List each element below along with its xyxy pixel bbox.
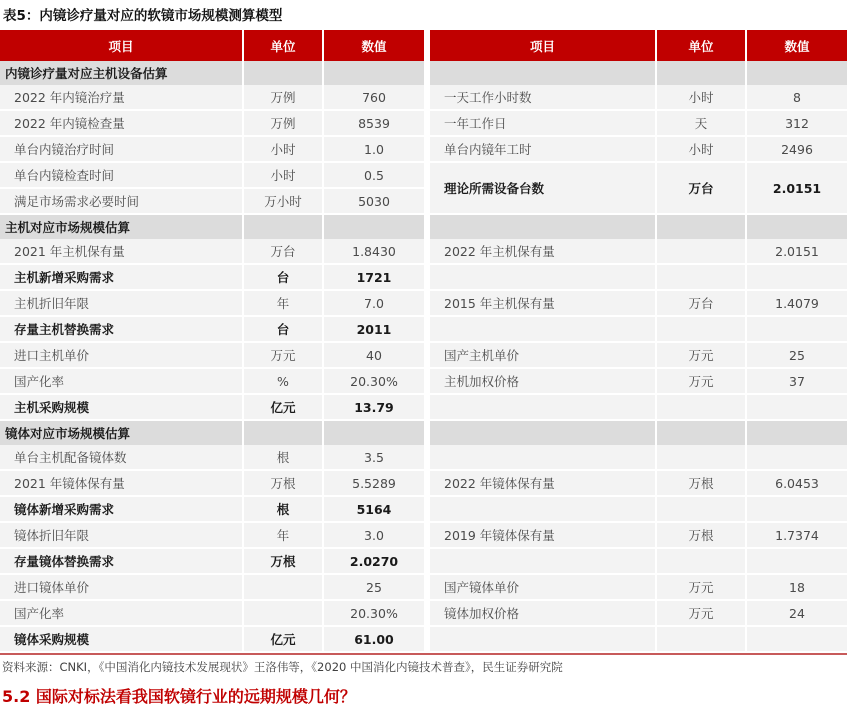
unit-cell: 万根 [655, 471, 745, 497]
table-row [0, 369, 424, 395]
section-band-cell [322, 421, 424, 445]
table-row [0, 497, 424, 523]
item-cell: 国产主机单价 [430, 343, 655, 369]
table-row [0, 85, 424, 111]
unit-cell [242, 601, 322, 627]
table-row [0, 111, 424, 137]
table-row [0, 239, 424, 265]
value-cell: 20.30% [322, 369, 424, 395]
table-row [0, 265, 424, 291]
item-cell: 2022 年镜体保有量 [430, 471, 655, 497]
unit-cell [655, 445, 745, 471]
item-cell: 镜体折旧年限 [0, 523, 242, 549]
column-header-item: 项目 [430, 30, 655, 61]
item-cell [430, 549, 655, 575]
value-cell: 8 [745, 85, 847, 111]
unit-cell: 万小时 [242, 189, 322, 215]
table-row [430, 445, 847, 471]
item-cell: 镜体新增采购需求 [0, 497, 242, 523]
column-header-value: 数值 [322, 30, 424, 61]
value-cell: 5.5289 [322, 471, 424, 497]
table-row [430, 497, 847, 523]
value-cell: 5030 [322, 189, 424, 215]
item-cell: 主机折旧年限 [0, 291, 242, 317]
item-cell [430, 395, 655, 421]
item-cell: 2015 年主机保有量 [430, 291, 655, 317]
table-row [430, 111, 847, 137]
section-band-cell [655, 215, 745, 239]
table-row [0, 523, 424, 549]
unit-cell: 万例 [242, 111, 322, 137]
table-row [430, 265, 847, 291]
value-cell: 3.0 [322, 523, 424, 549]
item-cell: 2022 年内镜治疗量 [0, 85, 242, 111]
section-band-cell [745, 61, 847, 85]
value-cell: 40 [322, 343, 424, 369]
value-cell: 6.0453 [745, 471, 847, 497]
value-cell: 37 [745, 369, 847, 395]
value-cell: 2011 [322, 317, 424, 343]
table-row [430, 85, 847, 111]
value-cell: 2.0151 [745, 163, 847, 215]
value-cell: 18 [745, 575, 847, 601]
table-row [0, 627, 424, 653]
value-cell: 760 [322, 85, 424, 111]
unit-cell: 万元 [242, 343, 322, 369]
value-cell: 24 [745, 601, 847, 627]
item-cell: 单台内镜治疗时间 [0, 137, 242, 163]
item-cell: 主机加权价格 [430, 369, 655, 395]
value-cell [745, 549, 847, 575]
unit-cell: 小时 [242, 137, 322, 163]
value-cell: 25 [745, 343, 847, 369]
section-band-cell [745, 215, 847, 239]
value-cell: 5164 [322, 497, 424, 523]
section-rows [0, 445, 855, 653]
table-row [0, 291, 424, 317]
band-right [430, 215, 847, 239]
band-left [0, 61, 424, 85]
unit-cell: 万例 [242, 85, 322, 111]
table-row [430, 627, 847, 653]
item-cell: 2021 年主机保有量 [0, 239, 242, 265]
unit-cell: 万台 [242, 239, 322, 265]
unit-cell: 根 [242, 497, 322, 523]
unit-cell: 万台 [655, 163, 745, 215]
item-cell: 国产化率 [0, 601, 242, 627]
band-left [0, 215, 424, 239]
value-cell: 61.00 [322, 627, 424, 653]
unit-cell: 万根 [242, 549, 322, 575]
value-cell: 1.4079 [745, 291, 847, 317]
item-cell: 2022 年主机保有量 [430, 239, 655, 265]
band-right [430, 421, 847, 445]
section-band-cell [655, 61, 745, 85]
item-cell [430, 445, 655, 471]
column-header-unit: 单位 [242, 30, 322, 61]
section-band [0, 421, 855, 445]
section-band-label: 主机对应市场规模估算 [0, 215, 242, 239]
item-cell: 2021 年镜体保有量 [0, 471, 242, 497]
column-header-unit: 单位 [655, 30, 745, 61]
value-cell: 13.79 [322, 395, 424, 421]
table-row [430, 163, 847, 215]
value-cell: 2.0151 [745, 239, 847, 265]
table-title: 表5：内镜诊疗量对应的软镜市场规模测算模型 [3, 8, 283, 24]
unit-cell [242, 575, 322, 601]
section-rows [0, 85, 855, 215]
unit-cell: 根 [242, 445, 322, 471]
next-section-heading: 5.2 国际对标法看我国软镜行业的远期规模几何？ [2, 687, 356, 706]
band-left [0, 421, 424, 445]
value-cell [745, 317, 847, 343]
item-cell: 2019 年镜体保有量 [430, 523, 655, 549]
header-left-half [0, 30, 424, 61]
unit-cell: 天 [655, 111, 745, 137]
unit-cell: 万根 [242, 471, 322, 497]
value-cell: 1.7374 [745, 523, 847, 549]
table-row [430, 317, 847, 343]
header-right-half [430, 30, 847, 61]
item-cell: 满足市场需求必要时间 [0, 189, 242, 215]
value-cell [745, 265, 847, 291]
item-cell: 一年工作日 [430, 111, 655, 137]
unit-cell [655, 239, 745, 265]
unit-cell: 小时 [242, 163, 322, 189]
table-row [0, 471, 424, 497]
section-band-cell [430, 421, 655, 445]
section-band-cell [242, 421, 322, 445]
section-band-cell [430, 61, 655, 85]
item-cell [430, 265, 655, 291]
table-row [0, 395, 424, 421]
section-left-half [0, 85, 424, 215]
value-cell: 25 [322, 575, 424, 601]
item-cell: 单台内镜年工时 [430, 137, 655, 163]
table-row [430, 239, 847, 265]
table-row [430, 523, 847, 549]
column-header-item: 项目 [0, 30, 242, 61]
unit-cell: 万元 [655, 601, 745, 627]
table-row [430, 471, 847, 497]
value-cell: 2.0270 [322, 549, 424, 575]
section-right-half [430, 85, 847, 215]
table-body [0, 61, 855, 653]
table-row [430, 549, 847, 575]
table-row [0, 601, 424, 627]
item-cell: 单台主机配备镜体数 [0, 445, 242, 471]
section-right-half [430, 239, 847, 421]
unit-cell: 万台 [655, 291, 745, 317]
unit-cell: 万元 [655, 343, 745, 369]
table-row [0, 317, 424, 343]
section-band-cell [242, 215, 322, 239]
unit-cell [655, 627, 745, 653]
table-row [430, 137, 847, 163]
item-cell: 国产镜体单价 [430, 575, 655, 601]
unit-cell [655, 395, 745, 421]
unit-cell: 万元 [655, 575, 745, 601]
unit-cell: 亿元 [242, 395, 322, 421]
section-band [0, 215, 855, 239]
section-band-label: 内镜诊疗量对应主机设备估算 [0, 61, 242, 85]
value-cell: 8539 [322, 111, 424, 137]
section-band-cell [655, 421, 745, 445]
unit-cell: % [242, 369, 322, 395]
value-cell: 20.30% [322, 601, 424, 627]
section-band-cell [242, 61, 322, 85]
item-cell: 存量镜体替换需求 [0, 549, 242, 575]
table-row [0, 549, 424, 575]
table-row [430, 343, 847, 369]
item-cell: 进口镜体单价 [0, 575, 242, 601]
table-row [0, 163, 424, 189]
value-cell: 1.0 [322, 137, 424, 163]
item-cell: 主机新增采购需求 [0, 265, 242, 291]
section-band-cell [745, 421, 847, 445]
unit-cell: 小时 [655, 137, 745, 163]
item-cell: 主机采购规模 [0, 395, 242, 421]
table-row [0, 137, 424, 163]
item-cell: 镜体采购规模 [0, 627, 242, 653]
value-cell: 2496 [745, 137, 847, 163]
section-right-half [430, 445, 847, 653]
item-cell [430, 317, 655, 343]
unit-cell: 台 [242, 317, 322, 343]
section-left-half [0, 239, 424, 421]
column-header-value: 数值 [745, 30, 847, 61]
section-band-cell [322, 215, 424, 239]
unit-cell [655, 497, 745, 523]
table-row [0, 343, 424, 369]
item-cell [430, 627, 655, 653]
item-cell: 进口主机单价 [0, 343, 242, 369]
unit-cell: 年 [242, 523, 322, 549]
unit-cell: 台 [242, 265, 322, 291]
value-cell: 1721 [322, 265, 424, 291]
item-cell: 一天工作小时数 [430, 85, 655, 111]
unit-cell: 亿元 [242, 627, 322, 653]
section-band-label: 镜体对应市场规模估算 [0, 421, 242, 445]
section-band-cell [322, 61, 424, 85]
item-cell: 镜体加权价格 [430, 601, 655, 627]
item-cell: 2022 年内镜检查量 [0, 111, 242, 137]
section-rows [0, 239, 855, 421]
table-header-row [0, 30, 855, 61]
table-row [430, 369, 847, 395]
item-cell: 存量主机替换需求 [0, 317, 242, 343]
table-row [0, 575, 424, 601]
item-cell [430, 497, 655, 523]
table-row [430, 601, 847, 627]
unit-cell [655, 317, 745, 343]
table-row [430, 291, 847, 317]
table-row [430, 575, 847, 601]
value-cell [745, 445, 847, 471]
value-cell [745, 627, 847, 653]
unit-cell: 万根 [655, 523, 745, 549]
section-left-half [0, 445, 424, 653]
unit-cell: 小时 [655, 85, 745, 111]
section-band-cell [430, 215, 655, 239]
value-cell [745, 395, 847, 421]
unit-cell [655, 265, 745, 291]
table-row [430, 395, 847, 421]
unit-cell: 年 [242, 291, 322, 317]
band-right [430, 61, 847, 85]
item-cell: 国产化率 [0, 369, 242, 395]
section-band [0, 61, 855, 85]
value-cell: 312 [745, 111, 847, 137]
source-note: 资料来源：CNKI，《中国消化内镜技术发展现状》王洛伟等，《2020 中国消化内镜技术普查》，民生证券研究院 [2, 660, 563, 674]
unit-cell: 万元 [655, 369, 745, 395]
value-cell: 1.8430 [322, 239, 424, 265]
value-cell: 3.5 [322, 445, 424, 471]
table-row [0, 445, 424, 471]
value-cell: 0.5 [322, 163, 424, 189]
value-cell: 7.0 [322, 291, 424, 317]
value-cell [745, 497, 847, 523]
item-cell: 单台内镜检查时间 [0, 163, 242, 189]
table-row [0, 189, 424, 215]
unit-cell [655, 549, 745, 575]
item-cell: 理论所需设备台数 [430, 163, 655, 215]
